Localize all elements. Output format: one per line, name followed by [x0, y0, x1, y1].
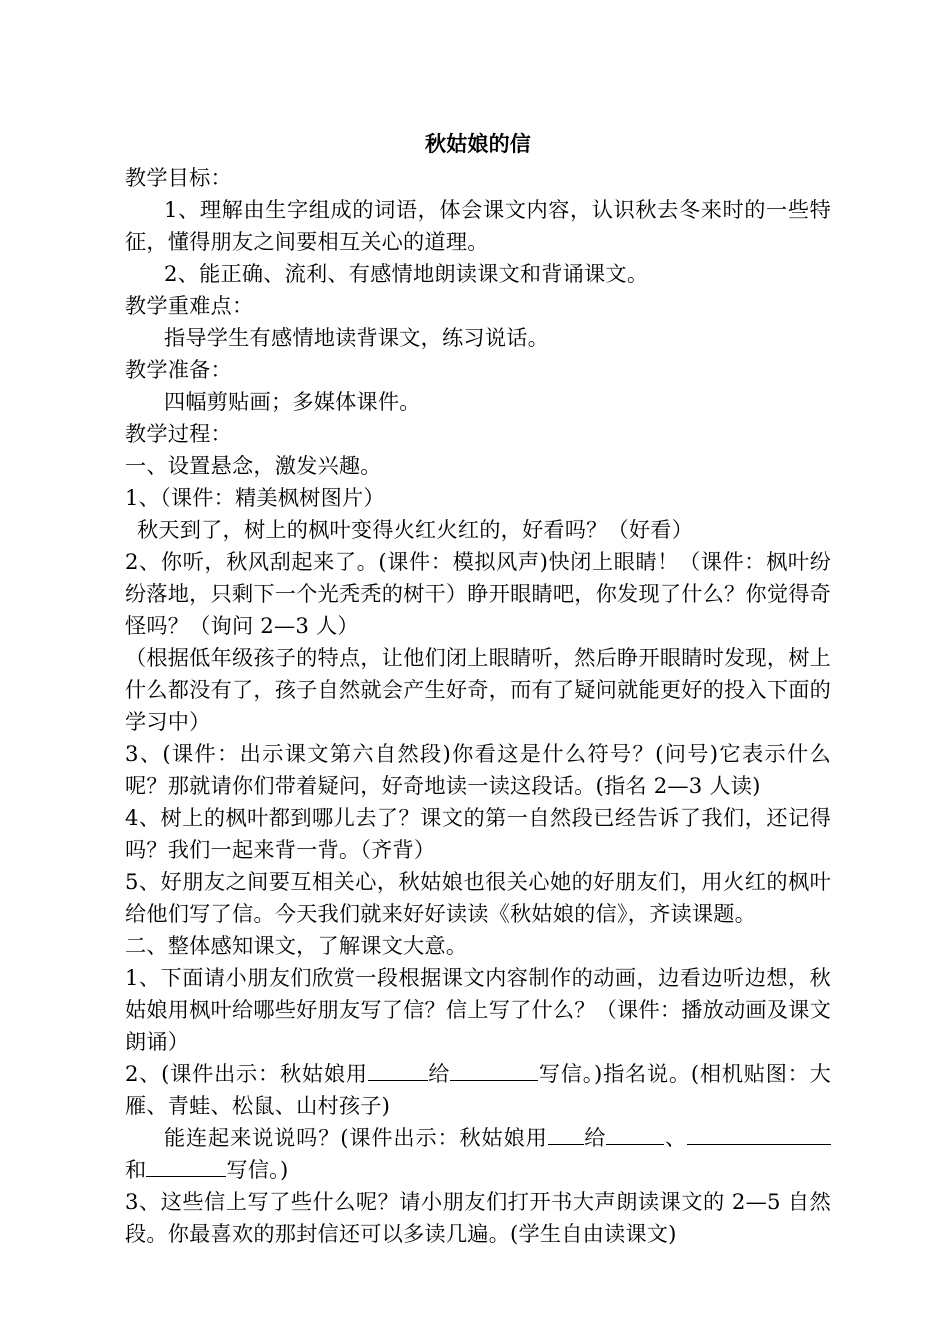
prep-heading: 教学准备：: [125, 357, 232, 382]
section2-item2: [125, 1058, 831, 1122]
document-page: [125, 128, 831, 1250]
fill-blank: [368, 1060, 428, 1081]
section1-item3: 3、(课件：出示课文第六自然段)你看这是什么符号？(问号)它表示什么呢？那就请你们带着疑问，好奇地读一读这段话。(指名 2—3 人读): [125, 741, 831, 798]
section1-item1: 1、（课件：精美枫树图片）: [125, 485, 385, 510]
s2-2-part-h: 写信。): [226, 1157, 289, 1182]
section1-item1-text: 秋天到了，树上的枫叶变得火红火红的，好看吗？（好看）: [137, 517, 694, 542]
fill-blank: [606, 1124, 664, 1145]
fill-blank: [765, 1124, 831, 1145]
section2-item1: 1、下面请小朋友们欣赏一段根据课文内容制作的动画，边看边听边想，秋姑娘用枫叶给哪些好朋友写了信？信上写了什么？（课件：播放动画及课文朗诵）: [125, 965, 831, 1054]
key-text: 指导学生有感情地读背课文，练习说话。: [164, 325, 549, 350]
section1-note: （根据低年级孩子的特点，让他们闭上眼睛听，然后睁开眼睛时发现，树上什么都没有了，孩子自然就会产生好奇，而有了疑问就能更好的投入下面的学习中）: [125, 645, 831, 734]
s2-2-part-b: 给: [427, 1061, 451, 1086]
fill-blank: [146, 1156, 226, 1177]
section2-heading: 二、整体感知课文，了解课文大意。: [125, 933, 468, 958]
goals-heading: 教学目标：: [125, 165, 232, 190]
process-heading: 教学过程：: [125, 421, 232, 446]
section1-item2: 2、你听，秋风刮起来了。(课件：模拟风声)快闭上眼睛！（课件：枫叶纷纷落地，只剩下一个光秃秃的树干）睁开眼睛吧，你发现了什么？你觉得奇怪吗？（询问 2—3 人）: [125, 549, 831, 638]
goal-2: 2、能正确、流利、有感情地朗读课文和背诵课文。: [164, 261, 649, 286]
document-title: 秋姑娘的信: [425, 131, 531, 156]
goal-1: 1、理解由生字组成的词语，体会课文内容，认识秋去冬来时的一些特征，懂得朋友之间要相互关心的道理。: [125, 197, 831, 254]
s2-2-part-f: 、: [664, 1125, 688, 1150]
fill-blank: [687, 1124, 765, 1145]
prep-text: 四幅剪贴画；多媒体课件。: [164, 389, 421, 414]
fill-blank: [450, 1060, 538, 1081]
s2-2-part-c: 写信。)指名说。(相机贴图：大雁、青蛙、松鼠、山村孩子): [125, 1061, 832, 1118]
section1-heading: 一、设置悬念，激发兴趣。: [125, 453, 382, 478]
s2-2-part-g: 和: [125, 1157, 147, 1182]
section1-item5: 5、好朋友之间要互相关心，秋姑娘也很关心她的好朋友们，用火红的枫叶给他们写了信。今天我们就来好好读读《秋姑娘的信》，齐读课题。: [125, 869, 831, 926]
s2-2-part-d: 能连起来说说吗？(课件出示：秋姑娘用: [164, 1125, 548, 1150]
section2-item2-continue: [125, 1122, 831, 1186]
fill-blank: [548, 1124, 584, 1145]
section1-item4: 4、树上的枫叶都到哪儿去了？课文的第一自然段已经告诉了我们，还记得吗？我们一起来背一背。（齐背）: [125, 805, 831, 862]
s2-2-part-a: 2、(课件出示：秋姑娘用: [125, 1061, 368, 1086]
section2-item3: 3、这些信上写了些什么呢？请小朋友们打开书大声朗读课文的 2—5 自然段。你最喜欢的那封信还可以多读几遍。(学生自由读课文): [125, 1189, 831, 1246]
key-heading: 教学重难点：: [125, 293, 254, 318]
s2-2-part-e: 给: [583, 1125, 607, 1150]
